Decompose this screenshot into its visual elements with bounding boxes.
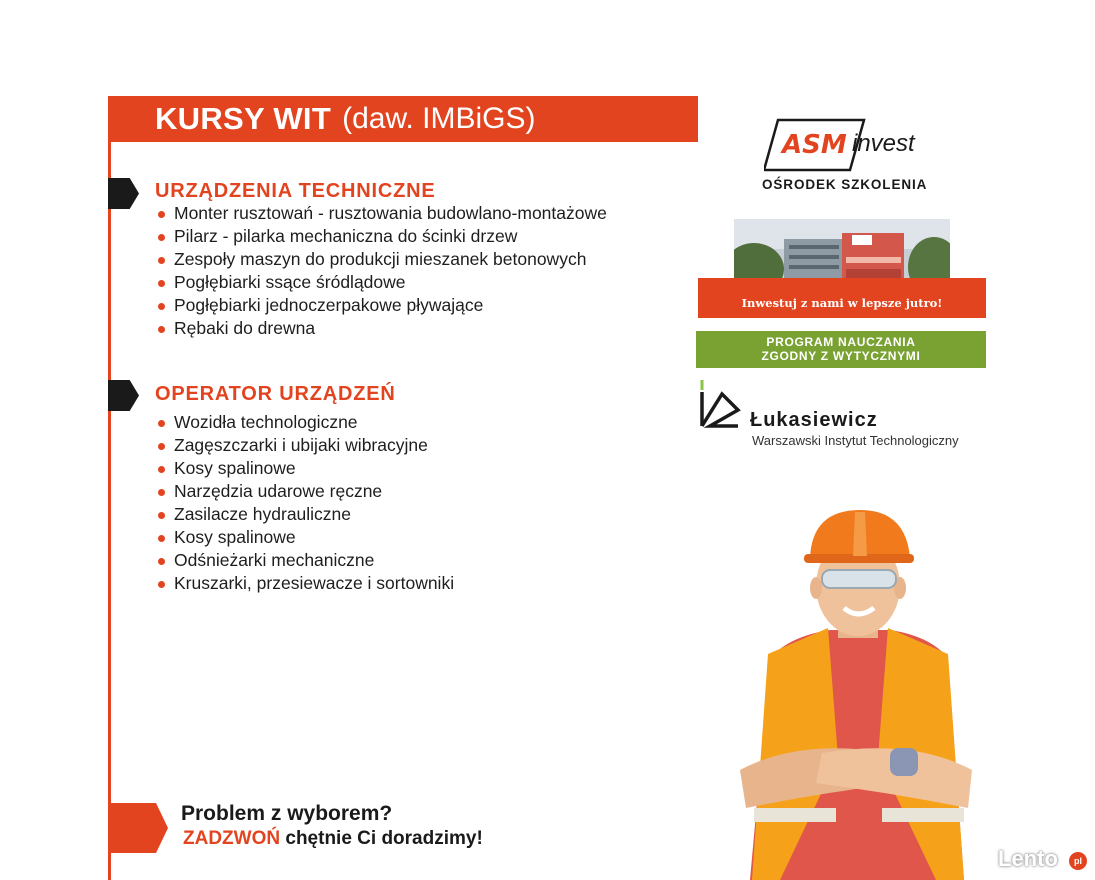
list-item: Kosy spalinowe bbox=[158, 457, 454, 480]
cta-headline: Problem z wyborem? bbox=[181, 802, 393, 825]
program-banner bbox=[696, 331, 986, 368]
program-banner-line2: ZGODNY Z WYTYCZNYMI bbox=[761, 349, 921, 363]
list-item: Kruszarki, przesiewacze i sortowniki bbox=[158, 572, 454, 595]
construction-worker-image bbox=[740, 508, 972, 880]
section-marker-icon bbox=[108, 178, 139, 209]
cta-call-highlight: ZADZWOŃ bbox=[183, 828, 281, 849]
course-list-urzadzenia bbox=[158, 202, 607, 340]
list-item: Narzędzia udarowe ręczne bbox=[158, 480, 454, 503]
list-item: Zespoły maszyn do produkcji mieszanek betonowych bbox=[158, 248, 607, 271]
section-marker-icon bbox=[108, 380, 139, 411]
accent-vertical-line bbox=[108, 96, 111, 880]
page-title-suffix: (daw. IMBiGS) bbox=[342, 102, 536, 135]
lukasiewicz-logo-icon bbox=[698, 380, 743, 430]
asm-logo-letters: ASM bbox=[782, 130, 847, 160]
list-item: Rębaki do drewna bbox=[158, 317, 607, 340]
asm-subtitle: OŚRODEK SZKOLENIA bbox=[762, 177, 928, 192]
lento-watermark: Lento bbox=[998, 846, 1058, 871]
cta-call-line bbox=[183, 828, 483, 850]
list-item: Zagęszczarki i ubijaki wibracyjne bbox=[158, 434, 454, 457]
lukasiewicz-name: Łukasiewicz bbox=[750, 409, 878, 431]
asm-invest-logo bbox=[764, 118, 929, 174]
list-item: Kosy spalinowe bbox=[158, 526, 454, 549]
list-item: Pogłębiarki jednoczerpakowe pływające bbox=[158, 294, 607, 317]
list-item: Zasilacze hydrauliczne bbox=[158, 503, 454, 526]
cta-arrow-icon bbox=[108, 803, 168, 853]
program-banner-line1: PROGRAM NAUCZANIA bbox=[766, 335, 916, 349]
list-item: Monter rusztowań - rusztowania budowlano-montażowe bbox=[158, 202, 607, 225]
course-list-operator bbox=[158, 411, 454, 595]
list-item: Wozidła technologiczne bbox=[158, 411, 454, 434]
lento-badge: pl bbox=[1069, 852, 1087, 870]
invest-banner: Inwestuj z nami w lepsze jutro! bbox=[698, 278, 986, 318]
list-item: Pilarz - pilarka mechaniczna do ścinki drzew bbox=[158, 225, 607, 248]
lukasiewicz-subtitle: Warszawski Instytut Technologiczny bbox=[752, 433, 959, 448]
section-title-operator: OPERATOR URZĄDZEŃ bbox=[155, 383, 396, 405]
page-title: KURSY WIT bbox=[155, 101, 332, 136]
cta-call-text: chętnie Ci doradzimy! bbox=[280, 828, 483, 849]
list-item: Odśnieżarki mechaniczne bbox=[158, 549, 454, 572]
page-title-bar bbox=[108, 96, 698, 142]
asm-logo-invest: invest bbox=[852, 130, 915, 157]
list-item: Pogłębiarki ssące śródlądowe bbox=[158, 271, 607, 294]
section-title-urzadzenia: URZĄDZENIA TECHNICZNE bbox=[155, 180, 436, 202]
